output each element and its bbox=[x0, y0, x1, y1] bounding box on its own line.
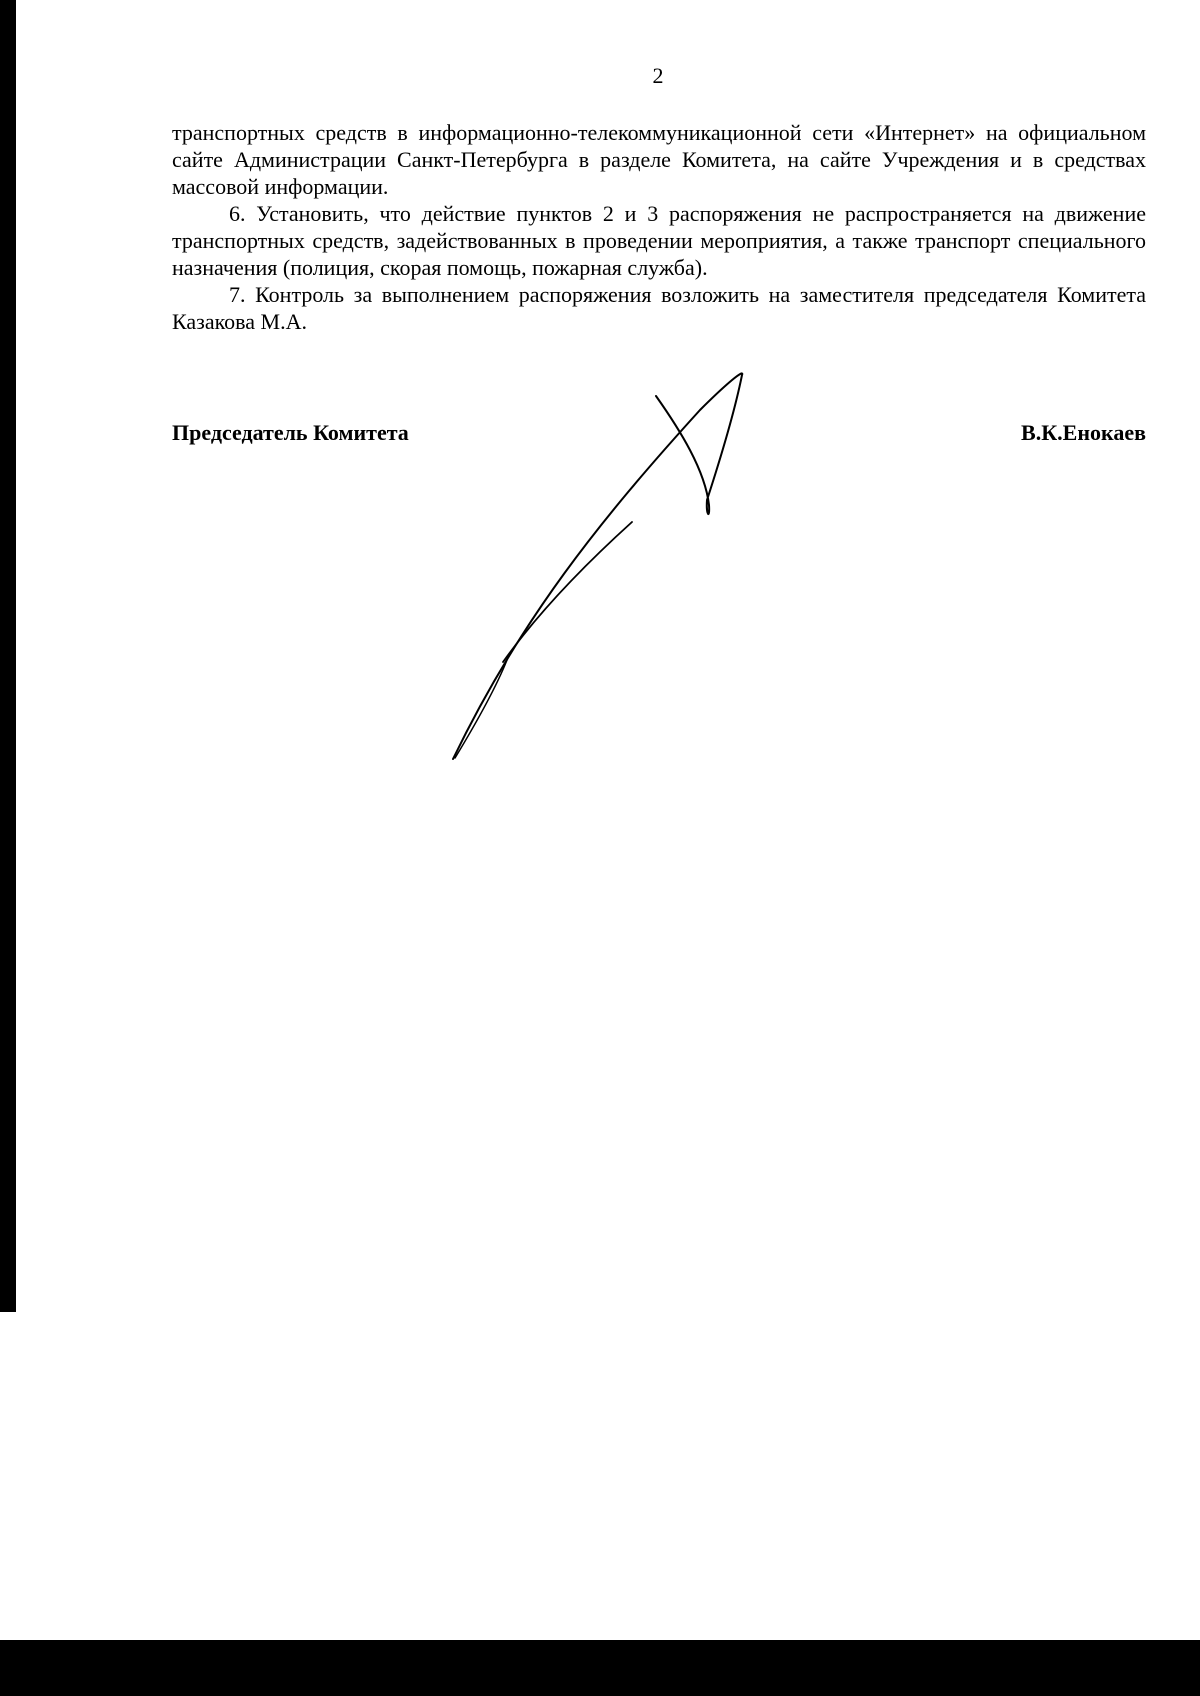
paragraph-item-6: 6. Установить, что действие пунктов 2 и 3 распоряжения не распространяется на движение транспортных средств, задействованных в проведении мероприятия, а также транспорт специального назначения (полиция, скорая помощь, пожарная служба). bbox=[172, 201, 1146, 280]
document-body bbox=[172, 119, 1146, 335]
paragraph-item-7: 7. Контроль за выполнением распоряжения возложить на заместителя председателя Комитета Казакова М.А. bbox=[172, 282, 1146, 334]
paragraph-continuation: транспортных средств в информационно-телекоммуникационной сети «Интернет» на официальном сайте Администрации Санкт-Петербурга в разделе Комитета, на сайте Учреждения и в средствах массовой информации. bbox=[172, 120, 1146, 199]
signer-title: Председатель Комитета bbox=[172, 420, 409, 445]
scan-edge-bottom bbox=[0, 1640, 1200, 1696]
signature-stroke-tail bbox=[455, 660, 507, 758]
scan-edge-left bbox=[0, 0, 16, 1312]
handwritten-signature bbox=[440, 360, 760, 770]
signature-stroke-main bbox=[453, 373, 742, 759]
page-number: 2 bbox=[652, 63, 664, 88]
signer-name: В.К.Енокаев bbox=[1021, 420, 1146, 445]
signature-stroke-secondary bbox=[503, 522, 632, 662]
